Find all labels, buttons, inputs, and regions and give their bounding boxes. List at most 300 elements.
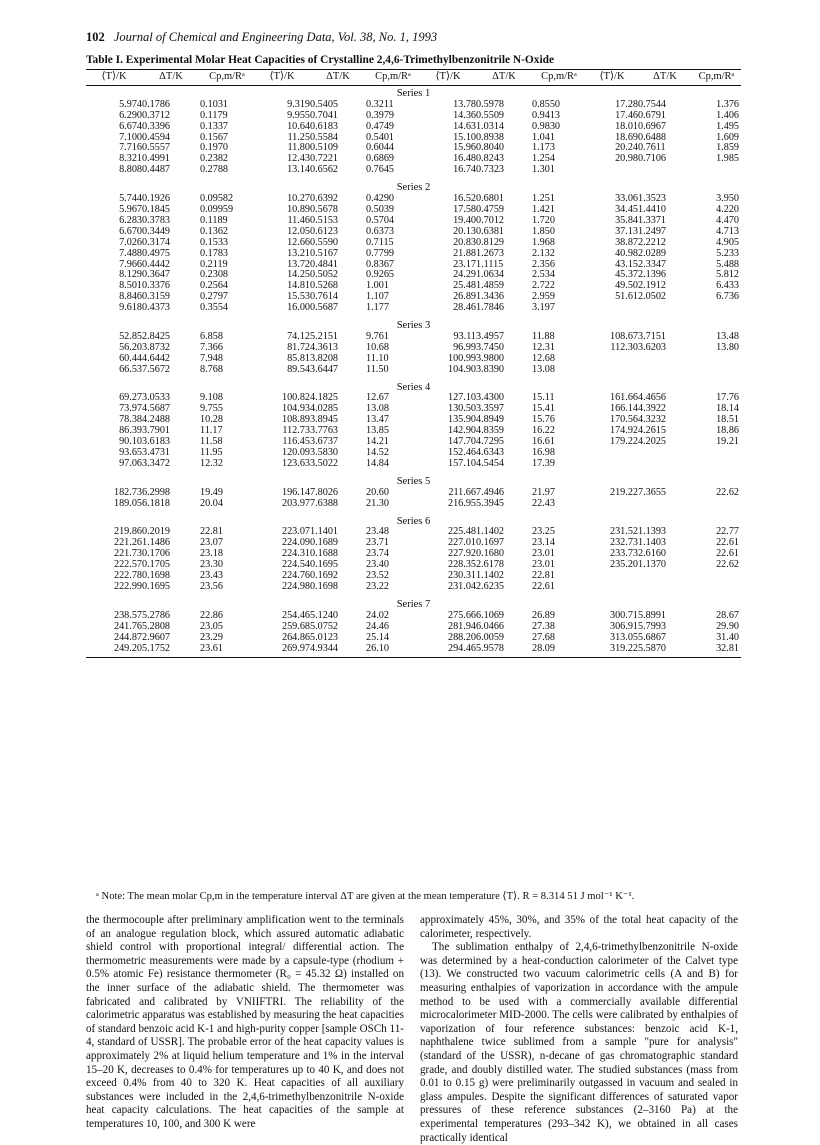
table-cell: 19.40 [453, 214, 476, 226]
table-cell: 0.4975 [142, 247, 171, 259]
table-cell: 14.25 [287, 269, 310, 281]
table-cell: 22.86 [200, 609, 223, 621]
table-cell: 10.28 [200, 414, 223, 426]
table-cell: 0.1692 [310, 570, 339, 582]
table-cell: 1.1115 [476, 258, 504, 270]
table-cell: 11.95 [200, 447, 223, 458]
table-cell: 35.84 [615, 214, 638, 226]
table-cell: 6.736 [716, 291, 739, 303]
table-cell: 17.76 [716, 392, 739, 404]
table-cell: 225.48 [447, 526, 476, 538]
table-cell [586, 448, 638, 459]
body-paragraph: approximately 45%, 30%, and 35% of the total heat capacity of the calorimeter, respectively. [420, 914, 738, 940]
table-cell: 19.49 [200, 486, 223, 498]
table-cell: 10.27 [287, 193, 310, 205]
table-row [86, 303, 741, 314]
table-cell: 1.1401 [310, 526, 339, 538]
table-cell: 2.1396 [638, 269, 667, 281]
body-paragraph: The sublimation enthalpy of 2,4,6-trimethylbenzonitrile N-oxide was determined by a heat-conduction calorimeter of the Calvet type (13). We constructed two vacuum calorimetric cells (A and B) for measuring enthalpies of vaporization in accordance with the ampule method to be used with a commercially available differential microcalorimeter MID-2000. The cells were calibrated by enthalpies of vaporization of four reference substances: benzoic acid K-1, naphthalene twice sublimed from a sample "pure for analysis" (standard of the USSR), n-decane of gas chromatographic standard grade, and doubly distilled water. The studied substances (mass from 0.01 to 0.15 g) were preliminarily outgassed in vacuum and sealed in glass ampules. Despite the significant differences of saturated vapor pressures of these reference substances (2–3160 Pa) at the experimental temperatures (293–342 K), we obtained in all cases practically identical [420, 941, 738, 1144]
table-cell: 0.8040 [476, 142, 505, 154]
table-cell: 232.73 [609, 537, 638, 549]
table-row [86, 582, 741, 593]
table-cell: 254.46 [281, 609, 310, 621]
table-cell [638, 354, 692, 365]
table-cell: 3.0533 [142, 392, 171, 404]
table-cell [638, 571, 692, 582]
table-cell: 108.89 [281, 414, 310, 426]
table-cell: 7.948 [200, 352, 223, 364]
table-cell: 17.58 [453, 203, 476, 215]
table-row [86, 238, 741, 249]
table-cell: 5.5870 [638, 642, 667, 654]
table-cell: 0.1970 [200, 142, 229, 154]
series-label: Series 3 [396, 320, 431, 332]
table-cell: 1.859 [716, 142, 739, 154]
table-cell: 1.4410 [638, 203, 667, 215]
table-cell: 52.85 [119, 330, 142, 342]
table-cell: 219.86 [113, 526, 142, 538]
table-cell: 0.6381 [476, 225, 505, 237]
table-cell: 3.8208 [310, 352, 339, 364]
table-cell: 1.041 [532, 131, 555, 143]
header-cell: ⟨T⟩/K [586, 70, 638, 86]
table-cell: 3.197 [532, 302, 555, 314]
table-cell: 6.858 [200, 330, 223, 342]
table-cell: 15.10 [453, 131, 476, 143]
table-cell: 9.761 [366, 330, 389, 342]
table-cell: 23.18 [200, 548, 223, 560]
table-cell: 1.968 [532, 236, 555, 248]
table-cell: 4.2488 [142, 414, 171, 426]
table-cell: 5.967 [119, 203, 142, 215]
table-cell: 4.6343 [476, 447, 505, 458]
table-cell: 3.3597 [476, 403, 505, 415]
table-cell: 7.026 [119, 236, 142, 248]
table-cell: 20.60 [366, 486, 389, 498]
table-cell: 2.6235 [476, 580, 505, 592]
table-cell: 74.12 [287, 330, 310, 342]
table-cell: 15.96 [453, 142, 476, 154]
table-cell: 4.4656 [638, 392, 667, 404]
table-cell: 3.5830 [310, 447, 339, 458]
table-cell: 313.05 [609, 631, 638, 643]
table-cell: 238.57 [113, 609, 142, 621]
table-cell: 0.4442 [142, 258, 171, 270]
table-cell: 170.56 [609, 414, 638, 426]
table-cell: 34.45 [615, 203, 638, 215]
table-cell: 7.488 [119, 247, 142, 259]
table-cell: 1.495 [716, 120, 739, 132]
table-cell: 24.29 [453, 269, 476, 281]
table-cell: 2.0289 [638, 247, 667, 259]
table-cell: 7.6388 [310, 497, 339, 509]
table-cell: 127.10 [447, 392, 476, 404]
table-cell: 20.83 [453, 236, 476, 248]
table-row [86, 111, 741, 122]
table-cell: 0.6967 [638, 120, 667, 132]
table-cell: 3.7901 [142, 425, 171, 437]
table-cell: 12.66 [287, 236, 310, 248]
table-cell: 3.4300 [476, 392, 505, 404]
table-cell: 23.07 [200, 537, 223, 549]
table-cell: 0.8938 [476, 131, 505, 143]
table-cell: 135.90 [447, 414, 476, 426]
table-cell: 25.48 [453, 280, 476, 292]
table-cell: 4.5454 [476, 457, 505, 469]
series-label: Series 4 [396, 381, 431, 393]
table-cell: 227.01 [447, 537, 476, 549]
table-cell: 20.24 [615, 142, 638, 154]
table-cell: 11.10 [366, 352, 389, 364]
table-cell: 23.61 [200, 642, 223, 654]
table-cell: 104.90 [447, 363, 476, 375]
table-cell: 4.3232 [638, 414, 667, 426]
header-cell: ΔT/K [142, 70, 200, 86]
table-cell: 0.3712 [142, 109, 171, 121]
series-heading-row [86, 597, 741, 611]
table-cell: 0.4373 [142, 302, 171, 314]
table-cell: 0.6044 [366, 142, 395, 154]
table-cell: 86.39 [119, 425, 142, 437]
header-cell: ⟨T⟩/K [86, 70, 142, 86]
table-cell: 6.433 [716, 280, 739, 292]
table-body [86, 85, 741, 658]
table-cell [692, 365, 741, 376]
table-cell: 189.05 [113, 497, 142, 509]
table-cell [586, 365, 638, 376]
table-cell: 69.27 [119, 392, 142, 404]
table-cell: 6.0059 [476, 631, 505, 643]
table-cell: 12.68 [532, 352, 555, 364]
table-cell: 0.6392 [310, 193, 339, 205]
table-cell: 224.31 [281, 548, 310, 560]
header-cell: Cp,m/Rᵃ [532, 70, 586, 86]
table-row [86, 354, 741, 365]
table-cell: 8.846 [119, 291, 142, 303]
table-cell: 93.11 [453, 330, 476, 342]
table-cell: 5.488 [716, 258, 739, 270]
series-label: Series 7 [396, 598, 431, 610]
table-cell: 0.9265 [366, 269, 395, 281]
table-cell: 4.905 [716, 236, 739, 248]
table-cell: 17.39 [532, 457, 555, 469]
table-cell: 0.4749 [366, 120, 395, 132]
table-cell: 6.0466 [476, 620, 505, 632]
table-cell: 0.6123 [310, 225, 339, 237]
table-cell: 3.6203 [638, 341, 667, 353]
table-cell: 14.84 [366, 457, 389, 469]
table-cell: 5.812 [716, 269, 739, 281]
table-cell: 33.06 [615, 193, 638, 205]
table-cell: 1.2497 [638, 225, 667, 237]
table-cell: 0.1689 [310, 537, 339, 549]
table-row [86, 165, 741, 176]
table-cell: 45.37 [615, 269, 638, 281]
table-cell [586, 459, 638, 470]
table-cell: 0.5039 [366, 203, 395, 215]
table-cell: 0.3159 [142, 291, 171, 303]
table-cell: 24.46 [366, 620, 389, 632]
header-cell: ΔT/K [638, 70, 692, 86]
table-cell: 223.07 [281, 526, 310, 538]
table-row [86, 292, 741, 303]
table-cell: 8.808 [119, 164, 142, 176]
table-cell: 0.5268 [310, 280, 339, 292]
table-cell: 216.95 [447, 497, 476, 509]
table-cell: 142.90 [447, 425, 476, 437]
table-cell: 28.67 [716, 609, 739, 621]
table-cell: 116.45 [282, 436, 310, 448]
table-cell: 13.85 [366, 425, 389, 437]
table-cell: 306.91 [609, 620, 638, 632]
table-cell: 3.8732 [142, 341, 171, 353]
table-cell [638, 365, 692, 376]
table-cell: 0.1179 [200, 109, 228, 121]
table-cell: 224.09 [281, 537, 310, 549]
table-cell: 9.955 [287, 109, 310, 121]
table-cell: 0.6869 [366, 153, 395, 165]
table-cell: 66.53 [119, 363, 142, 375]
header-cell: Cp,m/Rᵃ [692, 70, 741, 86]
table-cell: 224.76 [281, 570, 310, 582]
table-row [86, 644, 741, 655]
table-cell: 10.68 [366, 341, 389, 353]
table-cell: 89.54 [287, 363, 310, 375]
table-cell: 100.82 [281, 392, 310, 404]
table-cell: 18.51 [716, 414, 739, 426]
table-cell: 259.68 [281, 620, 310, 632]
table-cell: 0.1031 [200, 98, 229, 110]
table-cell: 112.30 [610, 341, 638, 353]
table-cell: 3.4731 [142, 447, 171, 458]
table-cell: 16.98 [532, 447, 555, 458]
table-footnote: ᵃ Note: The mean molar Cp,m in the temperature interval ΔT are given at the mean temperature ⟨T⟩. R = 8.314 51 J mol⁻¹ K⁻¹. [96, 891, 635, 902]
table-cell: 23.74 [366, 548, 389, 560]
table-cell: 7.3655 [638, 486, 667, 498]
table-cell: 1.985 [716, 153, 739, 165]
table-cell: 20.98 [615, 153, 638, 165]
table-cell: 0.7221 [310, 153, 339, 165]
table-cell: 3.6447 [310, 363, 339, 375]
table-cell: 22.43 [532, 497, 555, 509]
table-cell: 123.63 [281, 457, 310, 469]
table-cell: 224.98 [281, 580, 310, 592]
table-cell: 23.17 [453, 258, 476, 270]
table-cell: 15.11 [532, 392, 555, 404]
table-cell: 7.5672 [142, 363, 171, 375]
header-cell: Cp,m/Rᵃ [200, 70, 254, 86]
table-cell: 0.1698 [142, 570, 171, 582]
table-cell: 0.3174 [142, 236, 171, 248]
table-cell: 8.501 [119, 280, 142, 292]
table-cell: 3.3472 [142, 457, 171, 469]
table-cell: 179.22 [609, 436, 638, 448]
table-cell: 0.3396 [142, 120, 171, 132]
table-cell [586, 571, 638, 582]
table-cell: 0.09582 [200, 193, 234, 205]
series-heading-row [86, 514, 741, 528]
table-cell: 32.81 [716, 642, 739, 654]
table-cell: 27.38 [532, 620, 555, 632]
table-cell: 5.744 [119, 193, 142, 205]
table-cell: 3.9800 [476, 352, 505, 364]
table-cell: 3.8945 [310, 414, 339, 426]
table-cell [692, 459, 741, 470]
header-cell: ⟨T⟩/K [420, 70, 476, 86]
table-cell: 81.72 [287, 341, 310, 353]
table-cell: 16.22 [532, 425, 555, 437]
table-cell: 152.46 [447, 447, 476, 458]
table-cell: 11.50 [366, 363, 389, 375]
table-cell: 0.1362 [200, 225, 229, 237]
table-cell: 0.5584 [310, 131, 339, 143]
table-cell: 203.97 [281, 497, 310, 509]
table-cell: 157.10 [447, 457, 476, 469]
table-cell: 1.2673 [476, 247, 505, 259]
table-cell: 14.21 [366, 436, 389, 448]
table-cell: 3.5022 [310, 457, 339, 469]
table-cell: 8.129 [119, 269, 142, 281]
table-cell: 5.974 [119, 98, 142, 110]
table-cell: 1.421 [532, 203, 555, 215]
table-cell: 231.04 [447, 580, 476, 592]
table-cell: 6.290 [119, 109, 142, 121]
table-cell: 1.1402 [476, 526, 505, 538]
table-cell: 1.1402 [476, 570, 505, 582]
table-cell: 1.1393 [638, 526, 667, 538]
table-cell: 130.50 [447, 403, 476, 415]
table-cell: 0.5557 [142, 142, 171, 154]
table-cell: 20.04 [200, 497, 223, 509]
table-cell [638, 448, 692, 459]
table-cell: 222.57 [113, 559, 142, 571]
table-cell [692, 303, 741, 314]
table-cell: 6.1069 [476, 609, 505, 621]
table-cell: 15.41 [532, 403, 555, 415]
table-cell: 0.4759 [476, 203, 505, 215]
table-cell: 22.61 [532, 580, 555, 592]
table-cell: 23.71 [366, 537, 389, 549]
table-cell: 0.7106 [638, 153, 667, 165]
table-cell [586, 303, 638, 314]
table-cell: 222.78 [113, 570, 142, 582]
table-cell: 0.7115 [366, 236, 394, 248]
table-cell: 0.7611 [638, 142, 666, 154]
table-cell: 161.66 [609, 392, 638, 404]
table-cell: 2.132 [532, 247, 555, 259]
table-cell: 23.40 [366, 559, 389, 571]
table-cell: 14.81 [287, 280, 310, 292]
table-cell: 235.20 [609, 559, 638, 571]
table-cell: 0.7799 [366, 247, 395, 259]
table-cell: 269.97 [281, 642, 310, 654]
table-cell: 14.63 [453, 120, 476, 132]
table-cell: 244.87 [113, 631, 142, 643]
table-cell: 0.5704 [366, 214, 395, 226]
table-cell: 27.68 [532, 631, 555, 643]
table-cell: 5.7993 [638, 620, 667, 632]
series-label: Series 5 [396, 475, 431, 487]
table-cell [692, 499, 741, 510]
table-cell: 13.21 [287, 247, 310, 259]
body-paragraph: the thermocouple after preliminary amplification went to the terminals of an analogue regulation block, which assured automatic adiabatic shield control with proportional integral/ differential action. The thermometric measurements were made by a capsule-type (rhodium + 0.5% atomic Fe) resistance thermometer (R₀ = 45.32 Ω) installed on the inner surface of the adiabatic shield. The thermometer was fabricated and calibrated by VNIIFTRI. The reliability of the calorimetric apparatus was established by measuring the heat capacities of standard benzoic acid K-1 and high-purity copper [sample OSCh 11-4, standard of USSR]. The probable error of the heat capacity values is approximately 2% at liquid helium temperature and 1% in the interval 15–20 K, decreases to 0.4% for temperatures up to 40 K, and does not exceed 0.4% from 40 to 320 K. Heat capacities of all auxiliary substances were included in the 2,4,6-trimethylbenzonitrile N-oxide heat capacity calculations. The heat capacities of the sample at temperatures 10, 100, and 300 K were [86, 914, 404, 1130]
series-heading-row [86, 380, 741, 394]
table-cell: 1.251 [532, 193, 555, 205]
table-cell: 18.86 [716, 425, 739, 437]
table-cell: 1.173 [532, 142, 555, 154]
table-cell: 0.3211 [366, 98, 394, 110]
table-cell: 3.8390 [476, 363, 505, 375]
table-cell: 13.47 [366, 414, 389, 426]
table-cell: 0.5401 [366, 131, 395, 143]
table-cell: 0.1189 [200, 214, 228, 226]
table-cell: 6.1818 [142, 497, 171, 509]
table-cell: 8.768 [200, 363, 223, 375]
table-cell: 0.1680 [476, 548, 505, 560]
table-cell: 0.7645 [366, 164, 395, 176]
table-cell: 23.25 [532, 526, 555, 538]
table-cell: 4.2615 [638, 425, 667, 437]
table-cell: 4.0285 [310, 403, 339, 415]
table-cell: 11.17 [200, 425, 223, 437]
table-cell: 2.6160 [638, 548, 667, 560]
table-cell: 24.02 [366, 609, 389, 621]
table-cell: 5.8991 [638, 609, 667, 621]
table-cell: 0.8129 [476, 236, 505, 248]
table-cell: 21.88 [453, 247, 476, 259]
table-cell: 0.1698 [310, 580, 339, 592]
table-cell: 0.4290 [366, 193, 395, 205]
table-cell: 0.09959 [200, 203, 234, 215]
table-cell: 11.46 [287, 214, 310, 226]
table-cell: 0.3647 [142, 269, 171, 281]
table-cell: 4.6442 [142, 352, 171, 364]
table-cell: 43.15 [615, 258, 638, 270]
table-cell: 2.356 [532, 258, 555, 270]
table-cell: 2.1912 [638, 280, 667, 292]
series-label: Series 2 [396, 182, 431, 194]
table-cell: 9.755 [200, 403, 223, 415]
table-cell: 0.3376 [142, 280, 171, 292]
table-cell: 0.5109 [310, 142, 339, 154]
table-row [86, 488, 741, 499]
table-bottom-rule [86, 654, 741, 658]
table-cell: 40.98 [615, 247, 638, 259]
table-cell: 0.8367 [366, 258, 395, 270]
table-cell: 0.4487 [142, 164, 171, 176]
table-cell [638, 459, 692, 470]
table-cell: 0.1567 [200, 131, 229, 143]
table-cell: 13.72 [287, 258, 310, 270]
table-cell: 11.25 [287, 131, 310, 143]
table-cell: 85.81 [287, 352, 310, 364]
table-cell: 0.1697 [476, 537, 505, 549]
table-cell: 12.05 [287, 225, 310, 237]
table-cell: 26.89 [532, 609, 555, 621]
table-cell: 0.6562 [310, 164, 339, 176]
table-cell: 100.99 [447, 352, 476, 364]
table-cell [692, 582, 741, 593]
table-cell: 0.1706 [142, 548, 171, 560]
table-cell: 17.28 [615, 98, 638, 110]
table-cell: 23.05 [200, 620, 223, 632]
series-heading-row [86, 180, 741, 194]
table-cell: 7.8026 [310, 486, 339, 498]
journal-citation: Journal of Chemical and Engineering Data, Vol. 38, No. 1, 1993 [113, 30, 438, 44]
table-cell: 1.3436 [476, 291, 505, 303]
table-cell: 11.80 [287, 142, 310, 154]
table-cell: 196.14 [281, 486, 310, 498]
